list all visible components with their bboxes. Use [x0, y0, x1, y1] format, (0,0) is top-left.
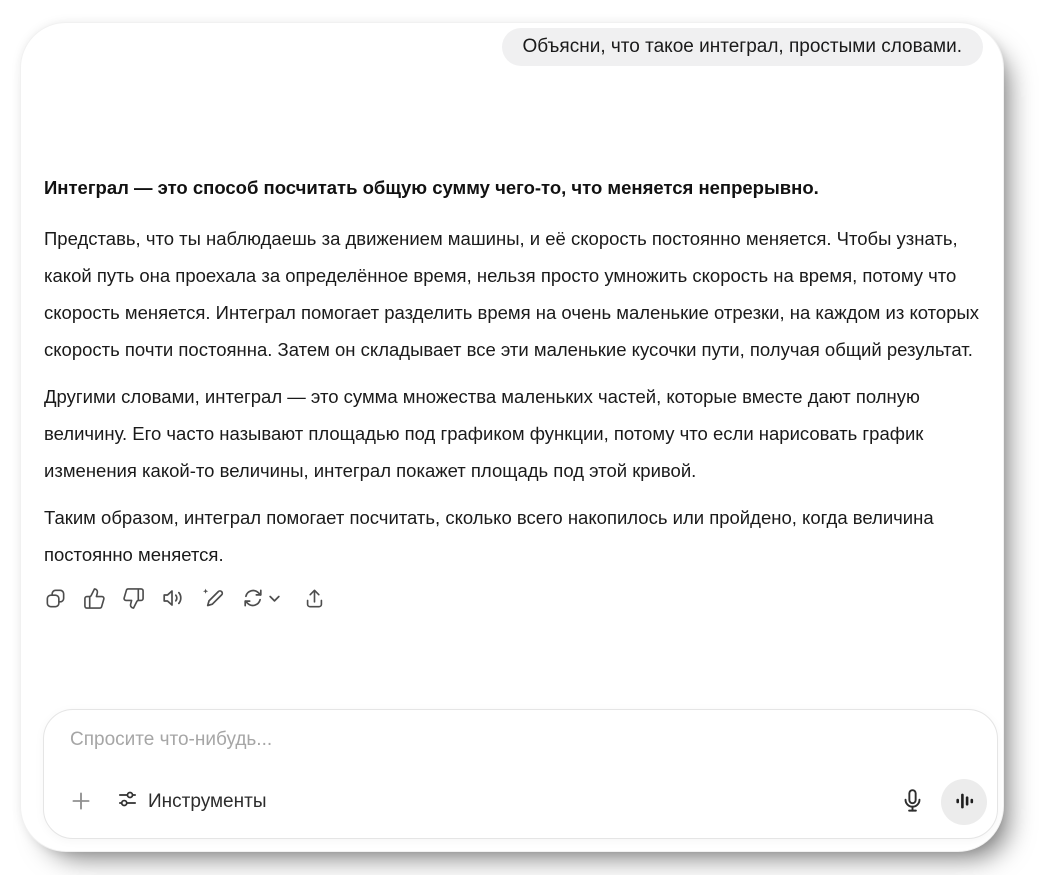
microphone-icon [899, 787, 926, 817]
sliders-icon [116, 788, 139, 817]
copy-button[interactable] [44, 587, 67, 610]
tools-button-label: Инструменты [148, 791, 267, 812]
message-actions-toolbar [44, 586, 991, 610]
assistant-paragraph: Другими словами, интеграл — это сумма множества маленьких частей, которые вместе дают полную величину. Его часто называют площадью под графиком функции, потому что если нарисовать график изменения какой-то величины, интеграл покажет площадь под этой кривой. [44, 386, 924, 481]
assistant-paragraph: Таким образом, интеграл помогает посчитать, сколько всего накопилось или пройдено, когда величина постоянно меняется. [44, 507, 934, 565]
tools-button[interactable] [116, 788, 266, 817]
read-aloud-button[interactable] [161, 586, 185, 610]
message-input[interactable] [70, 729, 971, 769]
chevron-down-icon [268, 592, 281, 605]
attach-button[interactable] [68, 788, 94, 817]
bad-response-button[interactable] [122, 587, 145, 610]
composer-toolbar [68, 777, 987, 827]
share-button[interactable] [303, 587, 326, 610]
user-message-text: Объясни, что такое интеграл, простыми словами. [522, 36, 962, 57]
thumbs-down-icon [122, 587, 145, 610]
edit-button[interactable] [201, 586, 225, 610]
assistant-message [44, 23, 991, 685]
copy-icon [44, 587, 67, 610]
voice-waveform-icon [952, 789, 976, 816]
good-response-button[interactable] [83, 587, 106, 610]
speaker-icon [161, 586, 185, 610]
assistant-paragraph: Представь, что ты наблюдаешь за движением машины, и её скорость постоянно меняется. Чтобы узнать, какой путь она проехала за определённое время, нельзя просто умножить скорость на время, потому что скорость меняется. Интеграл помогает разделить время на очень маленькие отрезки, на каждом из которых скорость почти постоянна. Затем он складывает все эти маленькие кусочки пути, получая общий результат. [44, 228, 980, 360]
assistant-heading: Интеграл — это способ посчитать общую сумму чего-то, что меняется непрерывно. [44, 177, 819, 198]
pencil-sparkle-icon [201, 586, 225, 610]
plus-icon [68, 788, 94, 817]
dictate-button[interactable] [899, 787, 926, 817]
refresh-icon [241, 586, 265, 610]
upload-arrow-icon [303, 587, 326, 610]
regenerate-button[interactable] [241, 586, 281, 610]
thumbs-up-icon [83, 587, 106, 610]
message-composer [43, 709, 998, 839]
voice-mode-button[interactable] [941, 779, 987, 825]
chat-window [20, 22, 1004, 852]
